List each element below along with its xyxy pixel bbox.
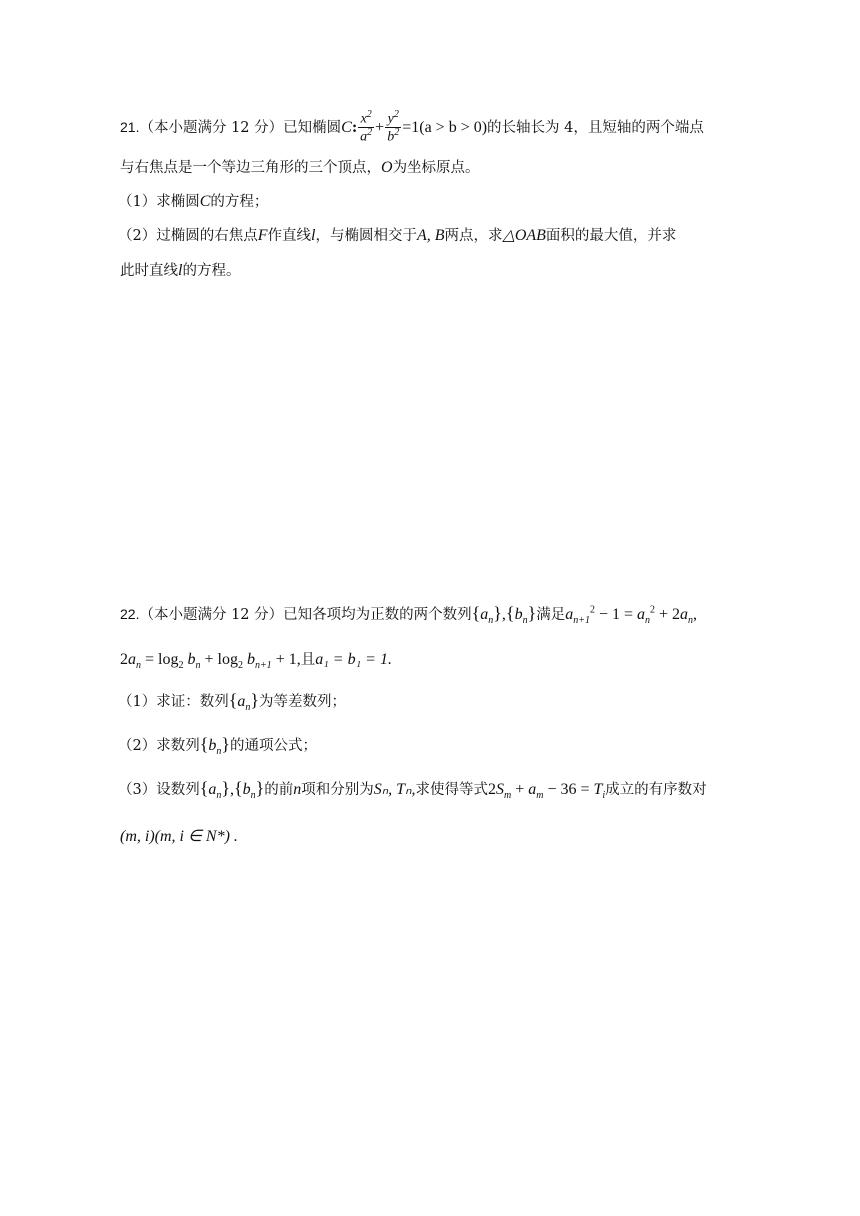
q22-part2-text-a: 求数列 [156,738,200,754]
q22-part3-text-c: 项和分别为 [301,782,374,798]
ellipse-y-fraction: $\frac{y^2}{b^2}$ [387,109,400,145]
q21-part2-text-b: 作直线 [267,228,312,244]
seq-a: $\{a_n\}$ [228,690,260,714]
q22-part1-label: （1） [118,694,157,710]
q21-line-1: 21.（本小题满分 12 分）已知椭圆C: $\frac{x^2}{a^2}$ + $\frac{y^2}{b^2}$ =1(a > b > 0)的长轴长为 4，且短轴的两个端点 [120,109,704,145]
q22-part3-label: （3） [118,782,157,798]
q21-line-2 [120,156,480,177]
q21-part1-text-b: 的方程； [210,194,269,210]
q21-line5-l: l [178,262,183,279]
q22-part3-text-b: 的前 [264,782,294,798]
q21-origin: O [381,159,393,176]
q21-line-5 [120,259,240,280]
q21-part2-label: （2） [118,228,157,244]
q21-ellipse-name: C [341,118,352,136]
recurrence-formula: $a_{n+1}^2 - 1 = a_n^2 + 2a_n$, [565,604,698,627]
q22-line-6 [120,826,238,846]
q21-part1-label: （1） [118,194,157,210]
q21-line2-text-b: 为坐标原点。 [392,160,480,176]
q21-text-a: 的长轴长为 4，且短轴的两个端点 [487,119,704,136]
q22-cond-a1: a₁ = b₁ = 1. [315,651,392,668]
ellipse-x-fraction: $\frac{x^2}{a^2}$ [360,109,373,145]
q21-part-2 [118,224,676,245]
q22-part1-text-b: 为等差数列； [259,694,347,710]
q21-points: （本小题满分 12 分） [139,119,284,136]
q22-part1-text-a: 求证：数列 [156,694,229,710]
q22-text-and: 且 [300,652,316,668]
q21-part2-text-c: ，与椭圆相交于 [315,228,417,244]
q22-line-2 [120,648,392,671]
q22-part2-text-b: 的通项公式； [230,738,318,754]
q22-part2-label: （2） [118,738,157,754]
q21-part2-text-d: 两点，求 [444,228,503,244]
q22-part3-text-e: 成立的有序数对 [605,782,707,798]
log-formula: $2a_n = \log_2 b_n + \log_2 b_{n+1} + 1$, [120,651,301,672]
q22-var-n: n [293,781,302,798]
q22-part-3 [118,778,707,801]
q22-sums: Sₙ, Tₙ, [373,781,416,798]
seq-a-b: $\{a_n\},\{b_n\}$ [471,603,537,627]
q21-condition: 1(a > b > 0) [411,118,488,136]
q21-points-ab: A, B [416,227,445,244]
q21-intro: 已知椭圆 [283,119,342,136]
q22-points: （本小题满分 12 分） [139,607,284,623]
q21-line5-text-a: 此时直线 [120,263,178,279]
q22-ordered-pair: (m, i)(m, i ∈ N*) . [120,828,238,845]
q22-part3-text-d: 求使得等式 [415,782,488,798]
seq-a-b-2: $\{a_n\},\{b_n\}$ [199,778,265,802]
q21-part-1 [118,190,268,211]
q21-part2-text-a: 过椭圆的右焦点 [156,228,258,244]
q22-text-satisfy: 满足 [536,607,566,623]
q22-part-2 [118,734,317,757]
q21-triangle: △OAB [502,227,546,244]
q21-line-l: l [311,227,316,244]
q22-part-1 [118,690,346,713]
q21-part2-text-e: 面积的最大值，并求 [545,228,677,244]
q22-intro: 已知各项均为正数的两个数列 [283,607,472,623]
q22-part3-text-a: 设数列 [156,782,200,798]
sum-equation: $2S_m + a_m - 36 = T_i$ [487,781,606,802]
q21-line5-text-b: 的方程。 [182,263,241,279]
q21-part1-text-a: 求椭圆 [156,194,200,210]
q21-focus: F [257,227,268,244]
q21-number: 21. [120,118,140,135]
q21-part1-ellipse: C [199,193,211,210]
seq-b: $\{b_n\}$ [199,734,231,758]
q21-line2-text-a: 与右焦点是一个等边三角形的三个顶点， [120,160,381,176]
q22-number: 22. [120,606,140,622]
q22-line-1 [120,603,697,626]
